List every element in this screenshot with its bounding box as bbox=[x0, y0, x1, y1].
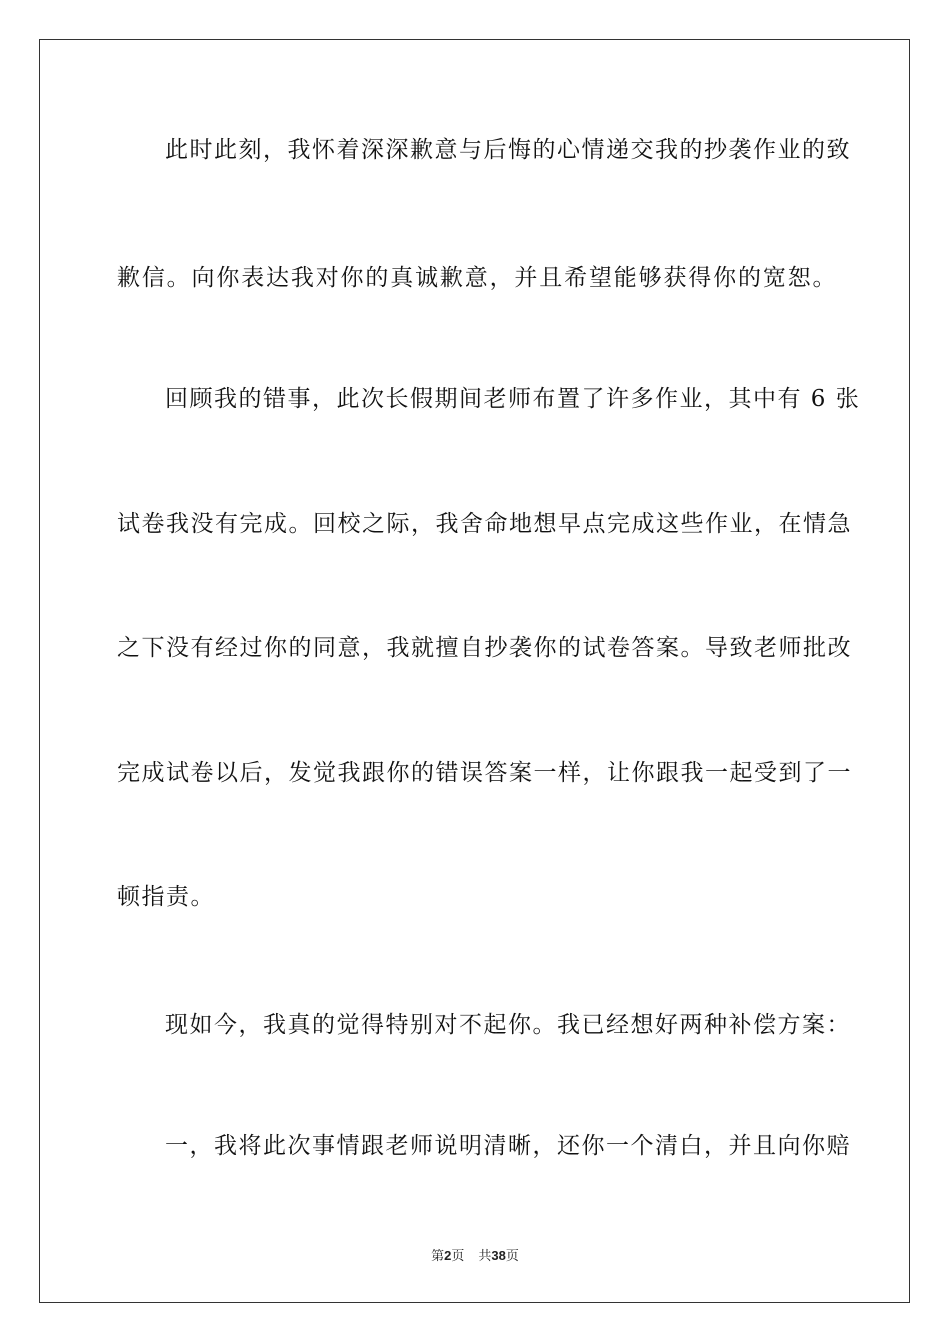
total-pages: 38 bbox=[491, 1248, 506, 1263]
text-line-4: 试卷我没有完成。回校之际，我舍命地想早点完成这些作业，在情急 bbox=[117, 511, 852, 537]
text-line-7: 顿指责。 bbox=[117, 884, 215, 910]
text-line-2: 歉信。向你表达我对你的真诚歉意，并且希望能够获得你的宽恕。 bbox=[117, 265, 837, 291]
page-prefix: 第 bbox=[431, 1249, 445, 1264]
page-frame bbox=[39, 39, 910, 1303]
text-line-6: 完成试卷以后，发觉我跟你的错误答案一样，让你跟我一起受到了一 bbox=[117, 760, 852, 786]
page-number: 2 bbox=[444, 1248, 452, 1263]
page-footer bbox=[0, 1248, 950, 1265]
text-line-1: 此时此刻，我怀着深深歉意与后悔的心情递交我的抄袭作业的致 bbox=[165, 137, 851, 163]
total-suffix: 页 bbox=[505, 1249, 519, 1264]
text-line-8: 现如今，我真的觉得特别对不起你。我已经想好两种补偿方案： bbox=[165, 1012, 851, 1038]
total-prefix: 共 bbox=[478, 1249, 492, 1264]
text-line-3: 回顾我的错事，此次长假期间老师布置了许多作业，其中有 6 张 bbox=[165, 386, 861, 412]
text-line-5: 之下没有经过你的同意，我就擅自抄袭你的试卷答案。导致老师批改 bbox=[117, 635, 852, 661]
text-line-9: 一，我将此次事情跟老师说明清晰，还你一个清白，并且向你赔 bbox=[165, 1133, 851, 1159]
page-suffix: 页 bbox=[451, 1249, 465, 1264]
